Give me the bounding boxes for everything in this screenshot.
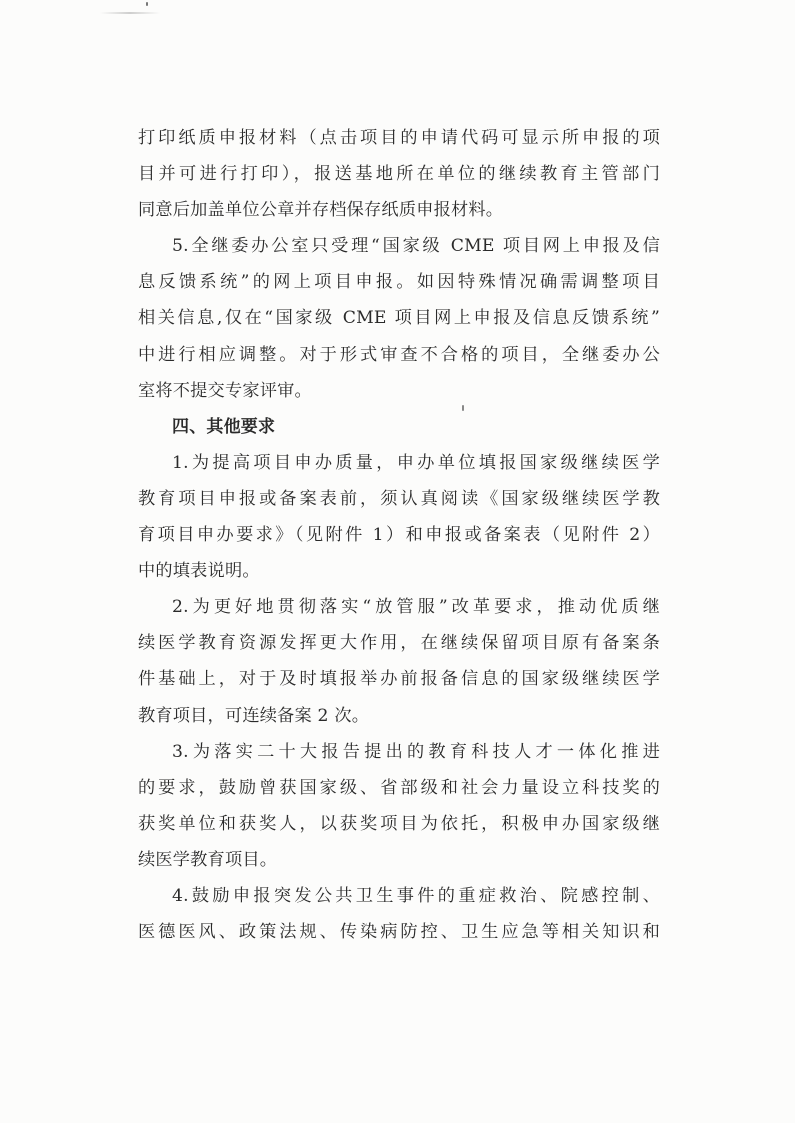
text-line: 3.为落实二十大报告提出的教育科技人才一体化推进 [172, 741, 660, 762]
text-line: 教育项目，可连续备案 2 次。 [138, 705, 370, 726]
text-line: 中进行相应调整。对于形式审查不合格的项目，全继委办公 [138, 344, 660, 365]
text-line: 打印纸质申报材料（点击项目的申请代码可显示所申报的项 [138, 128, 660, 148]
text-line: 2.为更好地贯彻落实“放管服”改革要求，推动优质继 [172, 597, 660, 618]
text-line: 同意后加盖单位公章并存档保存纸质申报材料。 [138, 200, 504, 221]
paragraph-section-item-2 [138, 589, 660, 733]
text-line: 医德医风、政策法规、传染病防控、卫生应急等相关知识和 [138, 922, 660, 943]
text-line: 育项目申办要求》（见附件 1）和申报或备案表（见附件 2） [138, 525, 660, 546]
text-line: 4.鼓励申报突发公共卫生事件的重症救治、院感控制、 [172, 885, 660, 906]
scan-artifact [100, 12, 160, 14]
text-line: 获奖单位和获奖人，以获奖项目为依托，积极申办国家级继 [138, 813, 660, 834]
text-line: 续医学教育项目。 [138, 849, 278, 870]
text-line: 中的填表说明。 [138, 561, 260, 582]
paragraph-section-item-1 [138, 445, 660, 589]
text-line: 件基础上，对于及时填报举办前报备信息的国家级继续医学 [138, 669, 660, 690]
text-line: 息反馈系统”的网上项目申报。如因特殊情况确需调整项目 [138, 272, 660, 293]
paragraph-section-item-4 [138, 878, 660, 950]
scan-dot [146, 2, 148, 6]
text-line: 5.全继委办公室只受理“国家级 CME 项目网上申报及信 [172, 236, 660, 257]
paragraph-continued [138, 120, 660, 228]
paragraph-section-item-3 [138, 734, 660, 878]
text-line: 续医学教育资源发挥更大作用，在继续保留项目原有备案条 [138, 633, 660, 654]
paragraph-item-5 [138, 228, 660, 408]
text-line: 相关信息,仅在“国家级 CME 项目网上申报及信息反馈系统” [138, 308, 660, 329]
text-line: 的要求，鼓励曾获国家级、省部级和社会力量设立科技奖的 [138, 777, 660, 798]
text-line: 1.为提高项目申办质量，申办单位填报国家级继续医学 [172, 452, 660, 473]
text-line: 教育项目申报或备案表前，须认真阅读《国家级继续医学教 [138, 488, 660, 509]
text-line: 室将不提交专家评审。 [138, 380, 312, 401]
section-heading: 四、其他要求 [172, 416, 276, 437]
text-line: 目并可进行打印），报送基地所在单位的继续教育主管部门 [138, 164, 660, 185]
document-body [138, 120, 660, 950]
